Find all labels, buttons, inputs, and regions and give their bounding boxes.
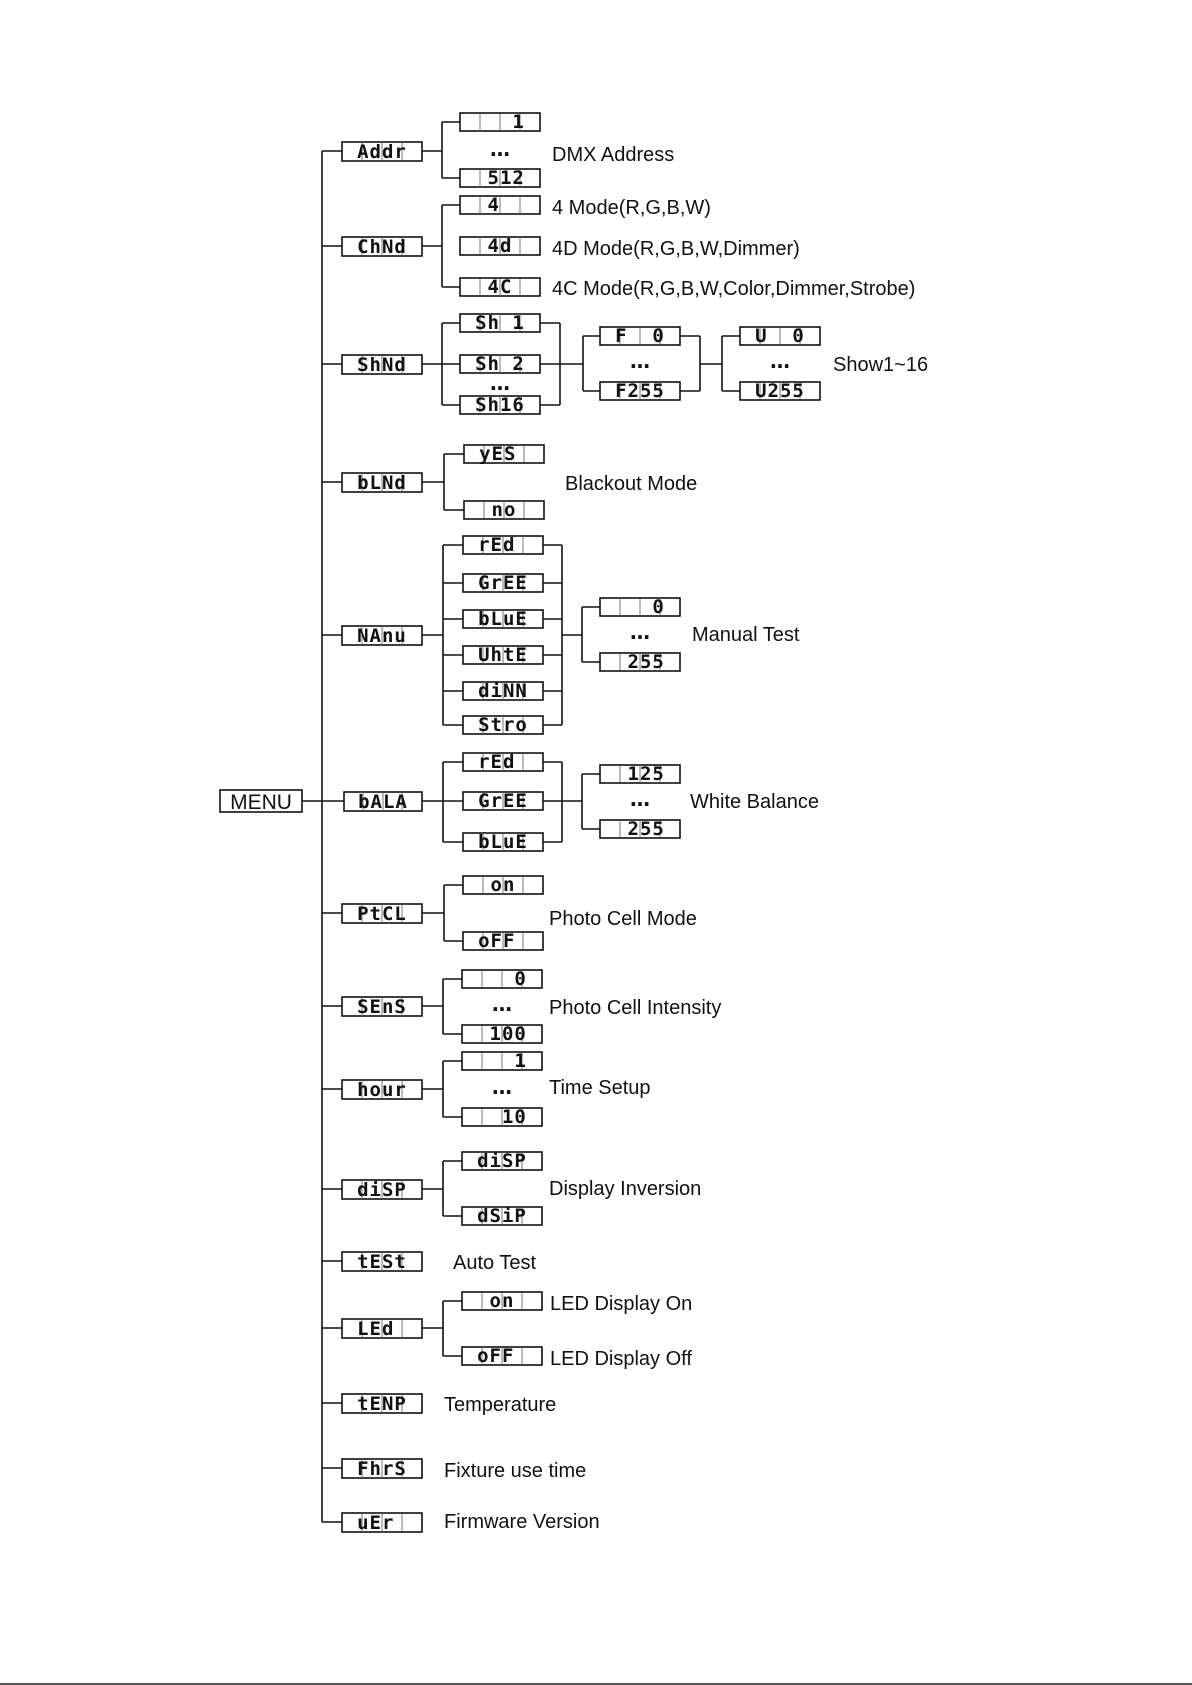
svg-text:tENP: tENP [357,1393,407,1415]
lcd-blackout-yes [464,443,544,465]
trunk-stubs [322,151,342,1522]
svg-text:…: … [630,349,650,373]
svg-text:…: … [630,620,650,644]
lcd-mode-4 [460,194,540,216]
svg-text:Sh16: Sh16 [475,394,525,416]
svg-text:GrEE: GrEE [478,572,528,594]
label-4-mode: 4 Mode(R,G,B,W) [552,197,711,219]
branch-fixture-hours [342,1458,586,1482]
lcd-hour-1 [462,1050,542,1072]
lcd-display [342,1179,422,1201]
label-blackout-mode: Blackout Mode [565,473,698,495]
branch-shnd [342,312,928,416]
label-photo-cell-intensity: Photo Cell Intensity [549,997,722,1019]
lcd-sens-0 [462,968,542,990]
branch-temperature [342,1393,556,1416]
lcd-led-off [462,1345,542,1367]
branch-test [342,1251,536,1274]
lcd-mode-4d [460,235,540,257]
lcd-manual-green [463,572,543,594]
svg-text:yES: yES [479,443,529,465]
branch-sensitivity [342,968,721,1045]
svg-text:no: no [479,499,529,521]
svg-text:F 0: F 0 [615,325,665,347]
svg-text:Sh 1: Sh 1 [475,312,525,334]
lcd-addr-512 [460,167,540,189]
lcd-manual [342,625,422,647]
svg-text:512: 512 [475,167,525,189]
svg-text:…: … [490,137,510,161]
svg-text:tESt: tESt [357,1251,407,1273]
svg-text:4C: 4C [475,276,525,298]
svg-text:4: 4 [475,194,525,216]
label-manual-test: Manual Test [692,624,800,646]
svg-text:LEd: LEd [357,1318,407,1340]
svg-text:4d: 4d [475,235,525,257]
lcd-blackout-no [464,499,544,521]
svg-text:255: 255 [615,651,665,673]
label-temperature: Temperature [444,1394,557,1416]
svg-text:uEr: uEr [357,1512,407,1534]
lcd-balance-125 [600,763,680,785]
lcd-show-16 [460,394,540,416]
svg-text:hour: hour [357,1079,407,1101]
lcd-manual-red [463,534,543,556]
lcd-photocell [342,903,422,925]
branch-balance [344,751,819,853]
svg-text:PtCL: PtCL [357,903,407,925]
branch-display [342,1150,701,1227]
svg-text:NAnu: NAnu [357,625,407,647]
lcd-manual-blue [463,608,543,630]
svg-text:F255: F255 [615,380,665,402]
lcd-photocell-off [463,930,543,952]
svg-text:dSiP: dSiP [477,1205,527,1227]
lcd-test [342,1251,422,1273]
svg-text:FhrS: FhrS [357,1458,407,1480]
svg-text:Stro: Stro [478,714,528,736]
svg-text:diNN: diNN [478,680,528,702]
lcd-hour [342,1079,422,1101]
branch-hour [342,1050,651,1128]
svg-text:rEd: rEd [478,534,528,556]
lcd-sens-100 [462,1023,542,1045]
svg-text:…: … [492,1075,512,1099]
label-auto-test: Auto Test [453,1252,537,1274]
svg-text:U 0: U 0 [755,325,805,347]
lcd-manual-0 [600,596,680,618]
svg-text:…: … [490,371,510,395]
svg-text:on: on [477,1290,527,1312]
label-fixture-use-time: Fixture use time [444,1460,587,1482]
svg-text:rEd: rEd [478,751,528,773]
svg-text:Sh 2: Sh 2 [475,353,525,375]
svg-text:…: … [492,992,512,1016]
lcd-balance-blue [463,831,543,853]
lcd-balance [344,791,422,813]
lcd-display-inverted [462,1205,542,1227]
label-dmx-address: DMX Address [552,144,675,166]
lcd-hour-10 [462,1106,542,1128]
label-display-inversion: Display Inversion [549,1178,702,1200]
svg-text:bLuE: bLuE [478,608,528,630]
svg-text:…: … [770,349,790,373]
lcd-manual-dimmer [463,680,543,702]
svg-text:1: 1 [477,1050,527,1072]
svg-text:bLNd: bLNd [357,472,407,494]
lcd-addr-1 [460,111,540,133]
lcd-photocell-on [463,874,543,896]
lcd-manual-strobe [463,714,543,736]
lcd-temperature [342,1393,422,1415]
svg-text:oFF: oFF [477,1345,527,1367]
lcd-fixture-hours [342,1458,422,1480]
lcd-blnd [342,472,422,494]
lcd-led [342,1318,422,1340]
branch-manual [342,534,800,736]
label-photo-cell-mode: Photo Cell Mode [549,908,697,930]
lcd-manual-255 [600,651,680,673]
lcd-mode-4c [460,276,540,298]
label-led-display-on: LED Display On [550,1293,693,1315]
lcd-balance-green [463,790,543,812]
label-firmware-version: Firmware Version [444,1511,600,1533]
svg-text:oFF: oFF [478,930,528,952]
label-time-setup: Time Setup [549,1077,651,1099]
svg-text:diSP: diSP [477,1150,527,1172]
lcd-f-0 [600,325,680,347]
label-4d-mode: 4D Mode(R,G,B,W,Dimmer) [552,238,800,260]
branch-addr [342,111,674,189]
branch-photocell [342,874,697,952]
svg-text:UhtE: UhtE [478,644,528,666]
label-show: Show1~16 [833,354,929,376]
lcd-chnd [342,236,422,258]
lcd-show-1 [460,312,540,334]
lcd-balance-red [463,751,543,773]
svg-text:bLuE: bLuE [478,831,528,853]
menu-root [220,790,302,814]
lcd-led-on [462,1290,542,1312]
svg-text:ChNd: ChNd [357,236,407,258]
branch-version [342,1511,600,1534]
branch-chnd [342,194,915,300]
svg-text:100: 100 [477,1023,527,1045]
lcd-sensitivity [342,996,422,1018]
lcd-shnd [342,354,422,376]
svg-text:diSP: diSP [357,1179,407,1201]
svg-text:ShNd: ShNd [357,354,407,376]
branch-blnd [342,443,697,521]
svg-text:U255: U255 [755,380,805,402]
lcd-u-0 [740,325,820,347]
lcd-version [342,1512,422,1534]
label-white-balance: White Balance [690,791,819,813]
label-led-display-off: LED Display Off [550,1348,692,1370]
label-4c-mode: 4C Mode(R,G,B,W,Color,Dimmer,Strobe) [552,278,916,300]
svg-text:…: … [630,787,650,811]
svg-text:125: 125 [615,763,665,785]
branch-led [342,1290,692,1370]
svg-text:GrEE: GrEE [478,790,528,812]
svg-text:255: 255 [615,818,665,840]
svg-text:0: 0 [477,968,527,990]
svg-text:1: 1 [475,111,525,133]
svg-text:Addr: Addr [357,141,407,163]
lcd-balance-255 [600,818,680,840]
lcd-f-255 [600,380,680,402]
lcd-manual-white [463,644,543,666]
lcd-u-255 [740,380,820,402]
svg-text:10: 10 [477,1106,527,1128]
menu-label: MENU [230,791,292,814]
svg-text:on: on [478,874,528,896]
svg-text:bALA: bALA [358,791,408,813]
lcd-addr [342,141,422,163]
svg-text:SEnS: SEnS [357,996,407,1018]
svg-text:0: 0 [615,596,665,618]
lcd-display-normal [462,1150,542,1172]
